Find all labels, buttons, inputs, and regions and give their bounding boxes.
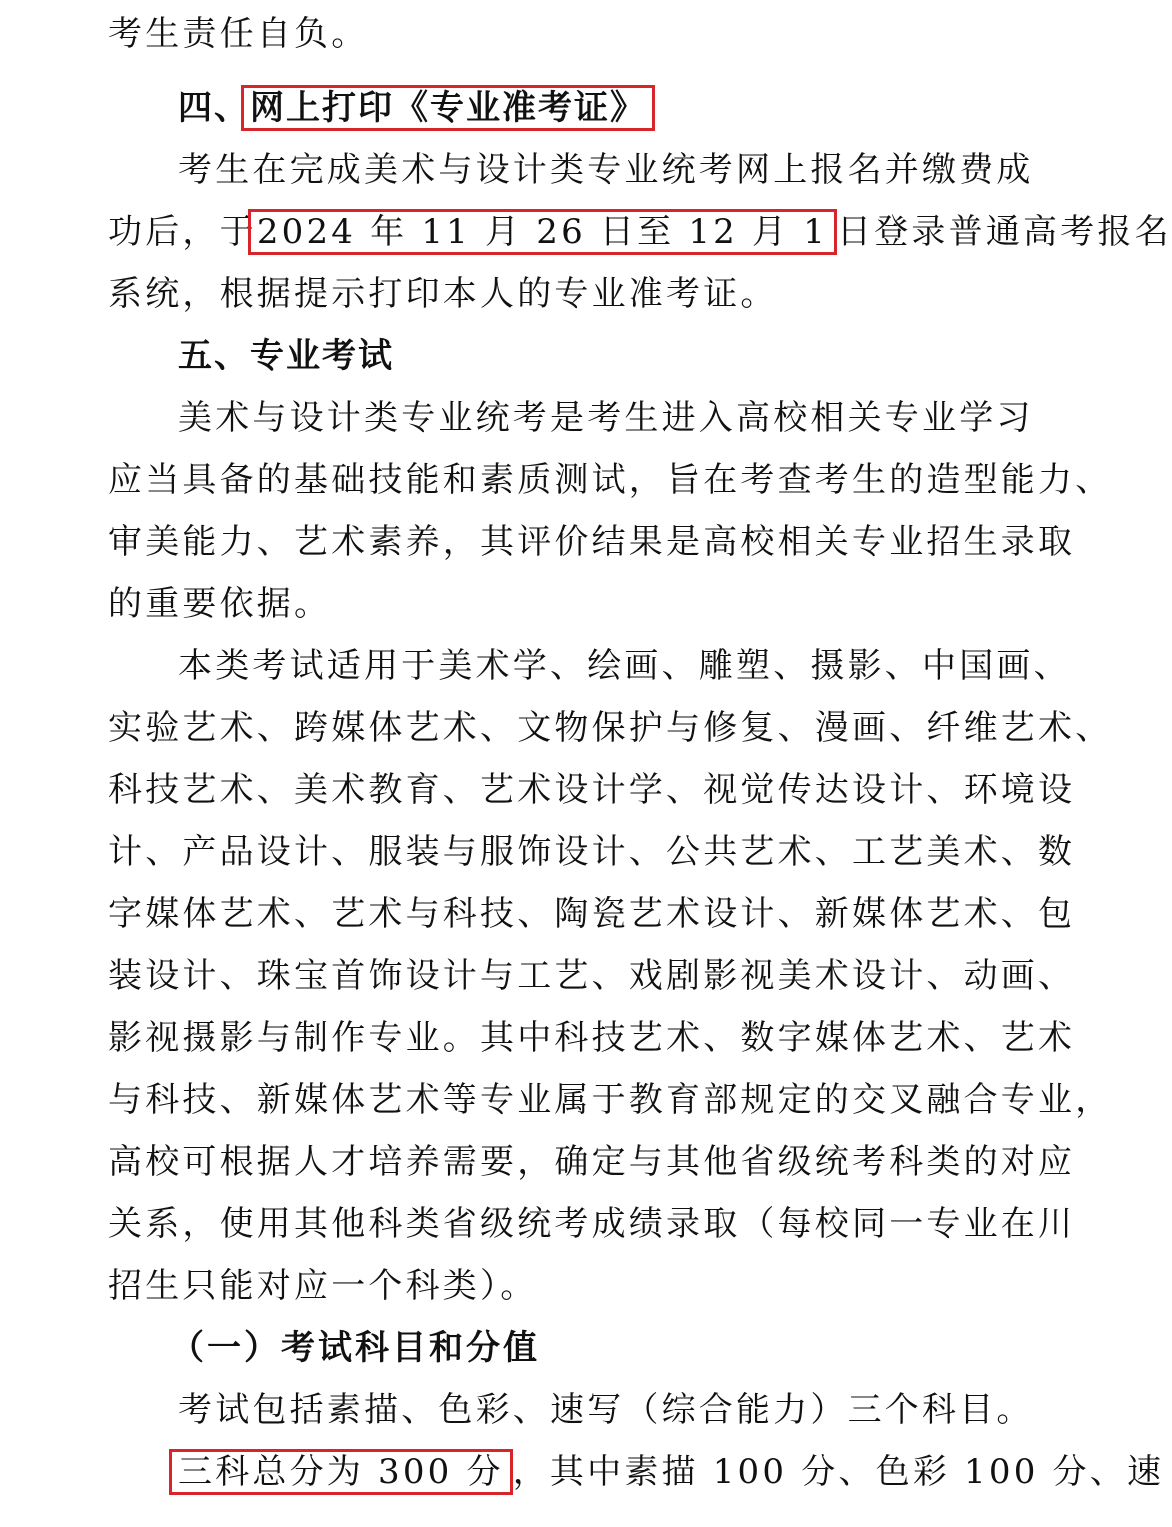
line-text: 考生在完成美术与设计类专业统考网上报名并缴费成 — [178, 150, 1034, 190]
heading-text: 五、专业考试 — [178, 336, 394, 376]
paragraph-line — [108, 708, 1112, 748]
line-text: 计、产品设计、服装与服饰设计、公共艺术、工艺美术、数 — [108, 832, 1076, 872]
heading-number: 四、 — [178, 88, 250, 128]
line-text: 考生责任自负。 — [108, 14, 369, 54]
highlight-box-date-range: 2024 年 11 月 26 日至 12 月 1 — [248, 209, 837, 255]
section-heading-five — [178, 336, 394, 376]
section-heading-four — [178, 88, 655, 128]
subsection-heading-exam-subjects — [170, 1328, 540, 1368]
highlight-box-total-score: 三科总分为 300 分 — [169, 1449, 513, 1495]
line-text: 高校可根据人才培养需要，确定与其他省级统考科类的对应 — [108, 1142, 1076, 1182]
paragraph-line — [178, 150, 1034, 190]
heading-text: （一）考试科目和分值 — [170, 1328, 540, 1368]
paragraph-line — [108, 14, 368, 54]
paragraph-line-total-score — [178, 1452, 1164, 1492]
paragraph-line — [108, 522, 1075, 562]
paragraph-line — [108, 1018, 1075, 1058]
line-text: 功后，于 — [108, 212, 257, 252]
line-text: 实验艺术、跨媒体艺术、文物保护与修复、漫画、纤维艺术、 — [108, 708, 1113, 748]
paragraph-line — [108, 1266, 537, 1306]
paragraph-line — [108, 1204, 1075, 1244]
paragraph-line — [108, 584, 331, 624]
paragraph-line — [108, 1142, 1075, 1182]
line-text: 本类考试适用于美术学、绘画、雕塑、摄影、中国画、 — [178, 646, 1071, 686]
line-text: 考试包括素描、色彩、速写（综合能力）三个科目。 — [178, 1390, 1034, 1430]
highlight-box-print-admission-ticket: 网上打印《专业准考证》 — [241, 85, 655, 131]
line-text: 字媒体艺术、艺术与科技、陶瓷艺术设计、新媒体艺术、包 — [108, 894, 1076, 934]
paragraph-line — [108, 1080, 1112, 1120]
line-text: ，其中素描 100 分、色彩 100 分、速 — [512, 1452, 1165, 1492]
line-text: 审美能力、艺术素养，其评价结果是高校相关专业招生录取 — [108, 522, 1076, 562]
paragraph-line — [108, 770, 1075, 810]
paragraph-line-date — [108, 212, 1172, 252]
line-text: 科技艺术、美术教育、艺术设计学、视觉传达设计、环境设 — [108, 770, 1076, 810]
paragraph-line — [108, 894, 1075, 934]
line-text: 招生只能对应一个科类）。 — [108, 1266, 538, 1306]
paragraph-line — [108, 956, 1075, 996]
paragraph-line — [108, 460, 1112, 500]
line-text: 日登录普通高考报名 — [837, 212, 1172, 252]
line-text: 的重要依据。 — [108, 584, 332, 624]
paragraph-line — [178, 646, 1071, 686]
paragraph-line — [108, 274, 778, 314]
line-text: 装设计、珠宝首饰设计与工艺、戏剧影视美术设计、动画、 — [108, 956, 1076, 996]
paragraph-line — [178, 398, 1034, 438]
paragraph-line — [108, 832, 1075, 872]
line-text: 影视摄影与制作专业。其中科技艺术、数字媒体艺术、艺术 — [108, 1018, 1076, 1058]
paragraph-line — [178, 1390, 1034, 1430]
line-text: 系统，根据提示打印本人的专业准考证。 — [108, 274, 778, 314]
line-text: 与科技、新媒体艺术等专业属于教育部规定的交叉融合专业， — [108, 1080, 1113, 1120]
line-text: 应当具备的基础技能和素质测试，旨在考查考生的造型能力、 — [108, 460, 1113, 500]
line-text: 关系，使用其他科类省级统考成绩录取（每校同一专业在川 — [108, 1204, 1076, 1244]
line-text: 美术与设计类专业统考是考生进入高校相关专业学习 — [178, 398, 1034, 438]
